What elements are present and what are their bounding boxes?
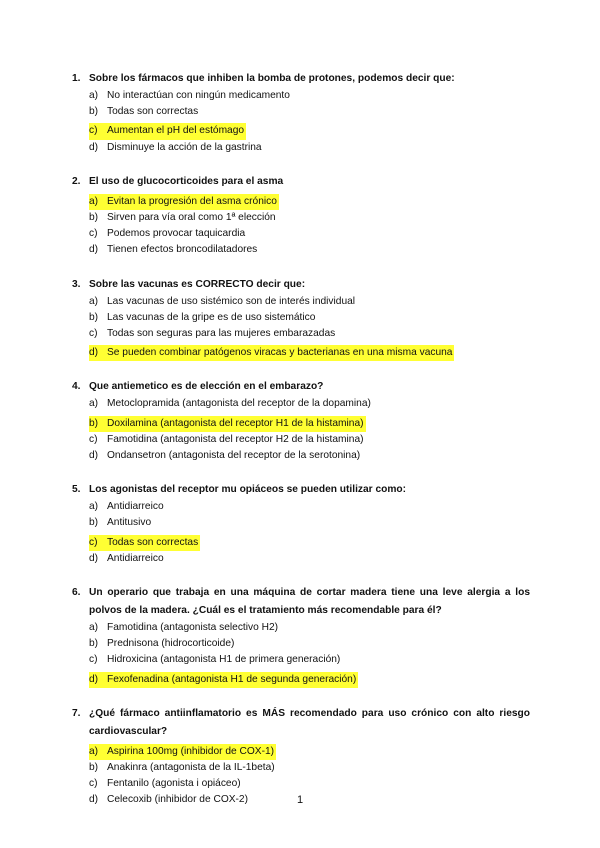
correct-answer-option [89, 416, 366, 432]
answer-option [89, 226, 530, 242]
page-number: 1 [296, 794, 304, 806]
answer-options [89, 396, 530, 464]
answer-option [89, 310, 530, 326]
answer-option [89, 294, 530, 310]
option-text: Antidiarreico [107, 501, 164, 513]
option-text: Evitan la progresión del asma crónico [107, 195, 277, 207]
correct-answer-option [89, 194, 279, 210]
question-number: 7. [72, 707, 81, 719]
question-2 [72, 173, 530, 259]
option-text: Fentanilo (agonista i opiáceo) [107, 778, 241, 790]
answer-options [89, 88, 530, 156]
question-text: El uso de glucocorticoides para el asma [89, 175, 284, 187]
option-letter: c) [89, 654, 98, 666]
correct-answer-option [89, 535, 200, 551]
question-3 [72, 276, 530, 362]
question-stem [72, 173, 530, 191]
option-text: Famotidina (antagonista del receptor H2 de la histamina) [107, 433, 364, 445]
answer-option [89, 104, 530, 120]
option-text: Las vacunas de la gripe es de uso sistemático [107, 311, 316, 323]
option-letter: d) [89, 794, 99, 806]
option-text: Doxilamina (antagonista del receptor H1 de la histamina) [107, 417, 364, 429]
question-6 [72, 584, 530, 688]
option-letter: c) [89, 433, 98, 445]
option-letter: b) [89, 311, 99, 323]
option-letter: b) [89, 638, 99, 650]
option-letter: a) [89, 398, 99, 410]
option-letter: a) [89, 195, 99, 207]
option-text: Todas son seguras para las mujeres embarazadas [107, 328, 336, 340]
option-text: Aspirina 100mg (inhibidor de COX-1) [107, 745, 275, 757]
question-text: ¿Qué fármaco antiinflamatorio es MÁS recomendado para uso crónico con alto riesgo cardiovascular? [89, 707, 530, 737]
question-number: 4. [72, 381, 81, 393]
question-stem [72, 705, 530, 741]
question-stem [72, 481, 530, 499]
answer-options [89, 499, 530, 567]
option-text: Fexofenadina (antagonista H1 de segunda generación) [107, 673, 357, 685]
answer-options [89, 294, 530, 362]
option-text: Aumentan el pH del estómago [107, 125, 245, 137]
question-1 [72, 70, 530, 156]
answer-option [89, 652, 530, 668]
option-text: Metoclopramida (antagonista del receptor de la dopamina) [107, 398, 371, 410]
answer-options [89, 620, 530, 688]
option-letter: c) [89, 536, 98, 548]
option-letter: c) [89, 778, 98, 790]
correct-answer-option [89, 123, 246, 139]
option-text: Antitusivo [107, 517, 152, 529]
question-text: Sobre los fármacos que inhiben la bomba de protones, podemos decir que: [89, 73, 455, 84]
answer-option [89, 432, 530, 448]
answer-option [89, 326, 530, 342]
option-text: Se pueden combinar patógenos viracas y bacterianas en una misma vacuna [107, 347, 453, 359]
answer-option [89, 210, 530, 226]
option-letter: d) [89, 141, 99, 153]
option-letter: a) [89, 501, 99, 513]
option-text: Hidroxicina (antagonista H1 de primera generación) [107, 654, 341, 666]
question-number: 5. [72, 484, 81, 496]
option-text: Podemos provocar taquicardia [107, 228, 246, 240]
answer-option [89, 776, 530, 792]
option-text: Todas son correctas [107, 536, 199, 548]
option-letter: b) [89, 762, 99, 774]
question-text: Un operario que trabaja en una máquina de cortar madera tiene una leve alergia a los polvos de la madera. ¿Cuál es el tratamiento más recomendable para él? [89, 587, 530, 617]
option-letter: b) [89, 212, 99, 224]
answer-option [89, 140, 530, 156]
answer-option [89, 515, 530, 531]
option-text: No interactúan con ningún medicamento [107, 90, 290, 101]
option-text: Disminuye la acción de la gastrina [107, 141, 262, 153]
option-letter: c) [89, 228, 98, 240]
option-letter: c) [89, 125, 98, 137]
option-letter: d) [89, 450, 99, 462]
option-text: Anakinra (antagonista de la IL-1beta) [107, 762, 275, 774]
option-text: Las vacunas de uso sistémico son de interés individual [107, 295, 356, 307]
option-letter: d) [89, 244, 99, 256]
answer-options [89, 191, 530, 259]
option-text: Prednisona (hidrocorticoide) [107, 638, 235, 650]
answer-option [89, 760, 530, 776]
question-text: Sobre las vacunas es CORRECTO decir que: [89, 278, 306, 290]
option-letter: b) [89, 417, 99, 429]
question-stem [72, 584, 530, 620]
question-stem [72, 378, 530, 396]
option-letter: d) [89, 347, 99, 359]
option-letter: b) [89, 106, 99, 118]
option-letter: a) [89, 90, 99, 101]
answer-option [89, 636, 530, 652]
option-text: Antidiarreico [107, 552, 164, 564]
question-list [72, 70, 530, 826]
answer-option [89, 242, 530, 258]
option-letter: c) [89, 328, 98, 340]
correct-answer-option [89, 744, 276, 760]
option-text: Todas son correctas [107, 106, 199, 118]
answer-option [89, 551, 530, 567]
question-stem [72, 70, 530, 88]
question-stem [72, 276, 530, 294]
option-letter: a) [89, 295, 99, 307]
option-text: Ondansetron (antagonista del receptor de la serotonina) [107, 450, 361, 462]
question-4 [72, 378, 530, 464]
question-5 [72, 481, 530, 567]
option-text: Sirven para vía oral como 1ª elección [107, 212, 276, 224]
option-text: Tienen efectos broncodilatadores [107, 244, 258, 256]
question-text: Que antiemetico es de elección en el embarazo? [89, 381, 324, 393]
option-letter: d) [89, 552, 99, 564]
question-text: Los agonistas del receptor mu opiáceos se pueden utilizar como: [89, 484, 407, 496]
correct-answer-option [89, 672, 358, 688]
answer-option [89, 620, 530, 636]
correct-answer-option [89, 345, 454, 361]
question-number: 6. [72, 587, 81, 599]
answer-option [89, 448, 530, 464]
option-text: Famotidina (antagonista selectivo H2) [107, 622, 279, 634]
option-letter: b) [89, 517, 99, 529]
option-letter: a) [89, 745, 99, 757]
answer-option [89, 88, 530, 104]
answer-option [89, 396, 530, 412]
option-text: Celecoxib (inhibidor de COX-2) [107, 794, 248, 806]
question-number: 2. [72, 175, 81, 187]
question-number: 3. [72, 278, 81, 290]
option-letter: a) [89, 622, 99, 634]
question-number: 1. [72, 73, 81, 84]
option-letter: d) [89, 673, 99, 685]
answer-option [89, 499, 530, 515]
